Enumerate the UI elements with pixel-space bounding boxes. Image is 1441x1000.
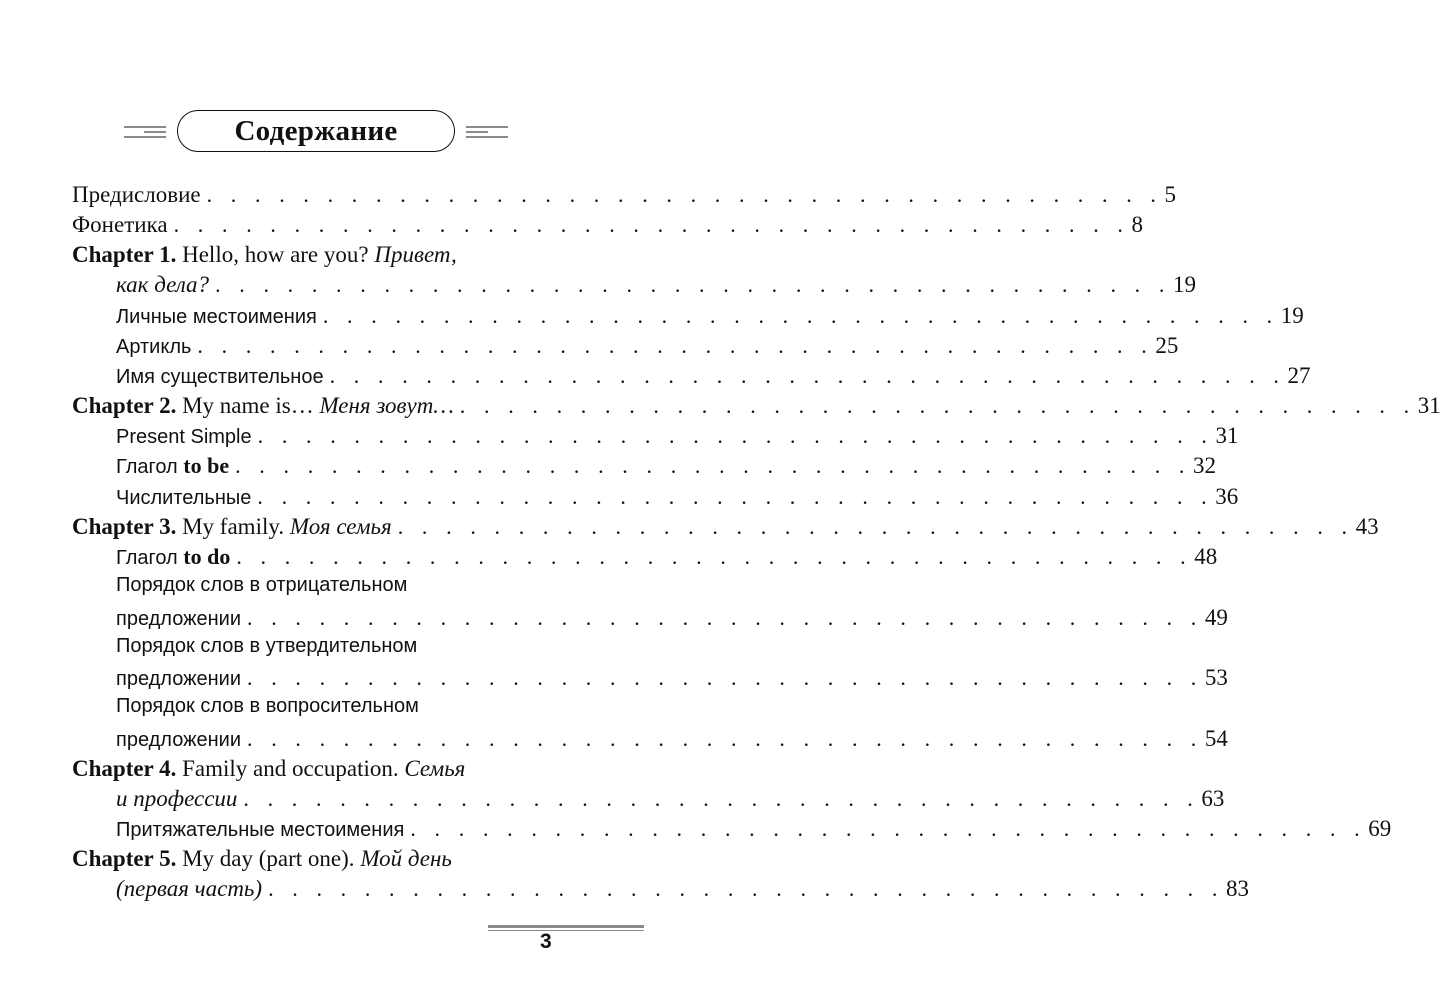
entry-page: 31 [1215,423,1239,448]
title-frame [177,110,455,152]
dot-leader: . . . . . . . . . . . . . . . . . . . . . . . . . . . . . . . . . . . . . . . . [197,333,1154,358]
dot-leader: . . . . . . . . . . . . . . . . . . . . . . . . . . . . . . . . . . . . . . . . [206,182,1163,207]
chapter-title-en: Family and occupation. [176,756,405,781]
entry-title: Артикль [116,336,192,358]
page-title: Содержание [234,114,398,147]
dot-leader: . . . . . . . . . . . . . . . . . . . . . . . . . . . . . . . . . . . . . . . . [257,423,1214,448]
footer-rule [488,925,644,928]
entry-page: 53 [1204,665,1228,690]
dot-leader: . . . . . . . . . . . . . . . . . . . . . . . . . . . . . . . . . . . . . . . . [268,876,1224,901]
entry-page: 48 [1194,544,1218,569]
toc-entry-present-simple[interactable] [116,423,1239,453]
toc-entry-article[interactable] [116,333,1179,363]
entry-page: 49 [1204,605,1228,630]
title-header [0,110,644,154]
chapter-title-en: My name is… [176,393,320,418]
toc-chapter-1-cont[interactable] [116,272,1196,302]
entry-page: 83 [1225,876,1249,901]
toc-entry-affirmative-order[interactable] [116,635,558,665]
entry-page: 19 [1172,272,1196,297]
entry-title: Числительные [116,487,252,509]
chapter-label: Chapter 2. [72,393,177,418]
dot-leader: . . . . . . . . . . . . . . . . . . . . . . . . . . . . . . . . . . . . . . . . [235,453,1191,478]
dot-leader: . . . . . . . . . . . . . . . . . . . . . . . . . . . . . . . . . . . . . . . . [247,726,1203,751]
entry-page: 36 [1215,484,1239,509]
toc-entry-numerals[interactable] [116,484,1239,514]
chapter-label: Chapter 5. [72,846,177,871]
toc-entry-phonetics[interactable] [72,212,1143,242]
entry-page: 25 [1155,333,1179,358]
entry-page: 63 [1201,786,1225,811]
toc-chapter-4-cont[interactable] [116,786,1225,816]
chapter-title-ru-cont: как дела? [116,272,210,297]
entry-title: Present Simple [116,426,252,448]
entry-title-bold: to be [183,453,230,478]
chapter-title-ru-cont: и профессии [116,786,238,811]
entry-title: Личные местоимения [116,306,317,328]
dot-leader: . . . . . . . . . . . . . . . . . . . . . . . . . . . . . . . . . . . . . . . . [215,272,1171,297]
dot-leader: . . . . . . . . . . . . . . . . . . . . . . . . . . . . . . . . . . . . . . . . [410,816,1367,841]
toc-entry-verb-to-do[interactable] [116,544,1218,574]
dot-leader: . . . . . . . . . . . . . . . . . . . . . . . . . . . . . . . . . . . . . . . . [236,544,1193,569]
dot-leader: . . . . . . . . . . . . . . . . . . . . . . . . . . . . . . . . . . . . . . . . [247,605,1203,630]
toc-entry-personal-pronouns[interactable] [116,303,1304,333]
chapter-label: Chapter 1. [72,242,177,267]
chapter-title-ru: Мой день [360,846,452,871]
toc-chapter-4[interactable] [72,756,558,786]
chapter-title-ru: Моя семья [289,514,392,539]
entry-page: 32 [1193,453,1216,478]
toc-entry-preface[interactable] [72,182,1176,212]
toc-entry-negative-order[interactable] [116,574,558,604]
chapter-title-ru: Привет, [374,242,457,267]
toc-chapter-3[interactable] [72,514,1379,544]
entry-title: Фонетика [72,212,168,237]
toc-entry-possessive-pronouns[interactable] [116,816,1392,846]
chapter-title-en: My family. [176,514,290,539]
toc-chapter-5-cont[interactable] [116,876,1249,906]
dot-leader: . . . . . . . . . . . . . . . . . . . . . . . . . . . . . . . . . . . . . . . . [257,484,1214,509]
toc-chapter-5[interactable] [72,846,558,876]
entry-title: Глагол [116,547,184,569]
entry-title-cont: предложении [116,729,241,751]
dot-leader: . . . . . . . . . . . . . . . . . . . . . . . . . . . . . . . . . . . . . . . . [173,212,1130,237]
toc-entry-noun[interactable] [116,363,1311,393]
chapter-title-ru: Меня зовут… [319,393,454,418]
toc-entry-question-order-cont[interactable] [116,726,1228,756]
dot-leader: . . . . . . . . . . . . . . . . . . . . . . . . . . . . . . . . . . . . . . . . [247,665,1203,690]
right-ornament-short [466,131,488,133]
entry-title: Предисловие [72,182,201,207]
toc-entry-affirmative-order-cont[interactable] [116,665,1228,695]
footer-rule-thin [488,930,644,931]
dot-leader: . . . . . . . . . . . . . . . . . . . . . . . . . . . . . . . . . . . . . . . . [397,514,1354,539]
chapter-title-ru-cont: (первая часть) [116,876,263,901]
dot-leader: . . . . . . . . . . . . . . . . . . . . . . . . . . . . . . . . . . . . . . . . [243,786,1200,811]
chapter-label: Chapter 3. [72,514,177,539]
toc-entry-verb-to-be[interactable] [116,453,1216,483]
toc-entry-negative-order-cont[interactable] [116,605,1228,635]
left-ornament-bottom [124,136,166,138]
entry-page: 5 [1164,182,1176,207]
chapter-title-en: Hello, how are you? [176,242,375,267]
entry-title-bold: to do [183,544,231,569]
entry-title: Порядок слов в вопросительном [116,695,419,717]
dot-leader: . . . . . . . . . . . . . . . . . . . . . . . . . . . . . . . . . . . . . . . . [329,363,1286,388]
right-ornament [466,126,508,128]
toc-chapter-1[interactable] [72,242,558,272]
entry-title-cont: предложении [116,608,241,630]
chapter-label: Chapter 4. [72,756,177,781]
entry-page: 27 [1287,363,1311,388]
entry-page: 31 [1417,393,1441,418]
entry-title: Глагол [116,456,184,478]
entry-title: Имя существительное [116,366,324,388]
dot-leader: . . . . . . . . . . . . . . . . . . . . . . . . . . . . . . . . . . . . . . . . [459,393,1416,418]
entry-page: 69 [1368,816,1392,841]
toc-entry-question-order[interactable] [116,695,558,725]
left-ornament-short [144,131,166,133]
page-number: 3 [540,930,552,953]
left-ornament [124,126,166,128]
chapter-title-en: My day (part one). [176,846,361,871]
chapter-title-ru: Семья [404,756,466,781]
dot-leader: . . . . . . . . . . . . . . . . . . . . . . . . . . . . . . . . . . . . . . . . [322,303,1279,328]
entry-title: Порядок слов в отрицательном [116,574,408,596]
entry-page: 43 [1355,514,1379,539]
entry-page: 19 [1280,303,1304,328]
entry-title: Порядок слов в утвердительном [116,635,418,657]
entry-page: 54 [1204,726,1228,751]
toc-chapter-2[interactable] [72,393,1441,423]
right-ornament-bottom [466,136,508,138]
entry-page: 8 [1131,212,1143,237]
entry-title-cont: предложении [116,668,241,690]
entry-title: Притяжательные местоимения [116,819,405,841]
